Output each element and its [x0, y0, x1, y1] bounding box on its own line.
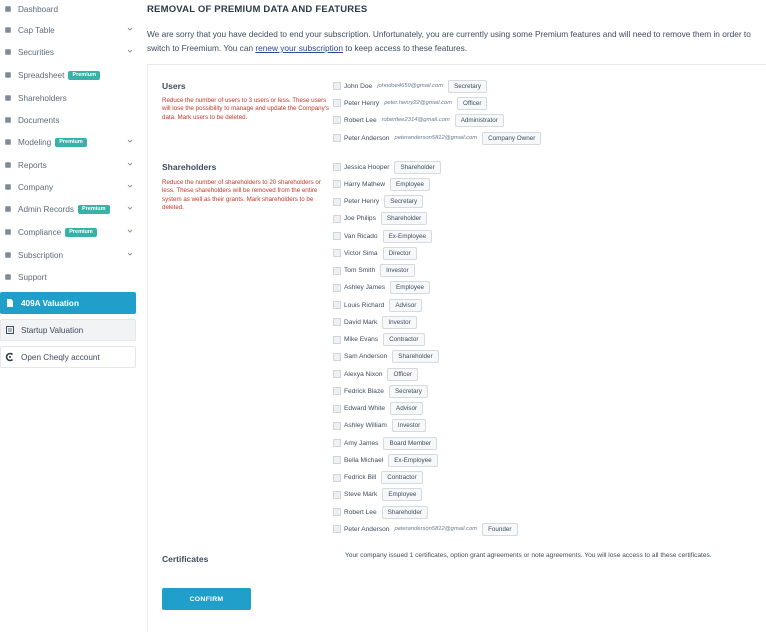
person-name: Ashley James: [344, 284, 386, 292]
sidebar-item-label: Spreadsheet: [18, 70, 65, 80]
list-item: [333, 522, 518, 536]
chevron-down-icon[interactable]: [126, 25, 134, 33]
role-badge: Employee: [390, 178, 430, 191]
role-badge: Contractor: [381, 471, 422, 484]
delete-checkbox[interactable]: [333, 353, 341, 361]
reports-icon: [3, 160, 13, 170]
list-item: [333, 453, 438, 467]
person-email: peter.henry22@gmail.com: [384, 100, 453, 106]
pie-chart-icon: [3, 25, 13, 35]
role-badge: Shareholder: [381, 212, 427, 225]
person-name: Harry Mathew: [344, 180, 386, 188]
list-item: [333, 471, 423, 485]
sidebar-item-label: Compliance: [18, 227, 62, 237]
list-item: [333, 436, 437, 450]
sidebar-item-admin-records[interactable]: [0, 200, 138, 218]
list-item: [333, 298, 422, 312]
list-item: [333, 419, 426, 433]
sidebar-item-securities[interactable]: [0, 43, 138, 61]
role-badge: Advisor: [390, 402, 423, 415]
delete-checkbox[interactable]: [333, 508, 341, 516]
sidebar-item-label: Securities: [18, 47, 54, 57]
sidebar-item-cap-table[interactable]: [0, 21, 138, 39]
list-item: [333, 113, 504, 127]
sidebar-item-dashboard[interactable]: [0, 0, 138, 18]
subscription-icon: [3, 250, 13, 260]
list-item: [333, 315, 417, 329]
sidebar-item-409a-valuation[interactable]: [0, 292, 136, 314]
chevron-down-icon[interactable]: [126, 250, 134, 258]
sidebar-item-subscription[interactable]: [0, 246, 138, 264]
chevron-down-icon[interactable]: [126, 204, 134, 212]
sidebar-item-support[interactable]: [0, 268, 138, 286]
person-name: Peter Henry: [344, 99, 380, 107]
person-email: peteranderson5812@gmail.com: [394, 135, 478, 141]
sidebar-item-label: Shareholders: [18, 93, 67, 103]
support-icon: [3, 272, 13, 282]
delete-checkbox[interactable]: [333, 284, 341, 292]
person-name: Bella Michael: [344, 456, 384, 464]
delete-checkbox[interactable]: [333, 387, 341, 395]
sidebar-item-label: Reports: [18, 160, 47, 170]
sidebar-item-label: Open Cheqly account: [21, 352, 100, 362]
delete-checkbox[interactable]: [333, 525, 341, 533]
delete-checkbox[interactable]: [333, 99, 341, 107]
person-email: robertlee2314@gmail.com: [381, 117, 450, 123]
role-badge: Contractor: [383, 333, 424, 346]
spreadsheet-icon: [3, 70, 13, 80]
users-section-title: Users: [162, 81, 186, 91]
person-name: Victor Sima: [344, 249, 378, 257]
sidebar: [0, 0, 138, 632]
compliance-icon: [3, 227, 13, 237]
person-name: Jessica Hooper: [344, 163, 390, 171]
sidebar-item-label: Startup Valuation: [21, 325, 84, 335]
list-item: [333, 350, 439, 364]
delete-checkbox[interactable]: [333, 439, 341, 447]
premium-badge: Premium: [68, 71, 100, 80]
role-badge: Secretary: [389, 385, 428, 398]
person-name: Steve Mark: [344, 491, 378, 499]
person-name: Mike Evans: [344, 336, 379, 343]
role-badge: Administrator: [455, 114, 504, 127]
person-name: Fedrick Bill: [344, 474, 377, 481]
dashboard-icon: [3, 4, 13, 14]
intro-text-end: to keep access to these features.: [343, 43, 468, 53]
person-name: Alexya Nixon: [344, 370, 383, 378]
delete-checkbox[interactable]: [333, 116, 341, 124]
chevron-down-icon[interactable]: [126, 137, 134, 145]
list-item: [333, 402, 423, 416]
delete-checkbox[interactable]: [333, 405, 341, 413]
delete-checkbox[interactable]: [333, 301, 341, 309]
sidebar-item-label: Company: [18, 182, 54, 192]
delete-checkbox[interactable]: [333, 180, 341, 188]
confirm-button[interactable]: CONFIRM: [162, 588, 251, 610]
modeling-icon: [3, 137, 13, 147]
person-name: Louis Richard: [344, 301, 385, 309]
role-badge: Founder: [482, 523, 517, 536]
list-item: [333, 488, 422, 502]
role-badge: Officer: [457, 97, 487, 110]
sidebar-item-label: Cap Table: [18, 25, 55, 35]
sidebar-item-label: Support: [18, 272, 47, 282]
premium-badge: Premium: [65, 228, 97, 237]
role-badge: Shareholder: [392, 350, 438, 363]
role-badge: Employee: [390, 281, 430, 294]
role-badge: Shareholder: [394, 161, 440, 174]
document-icon: [5, 325, 15, 335]
person-name: Peter Henry: [344, 198, 380, 205]
delete-checkbox[interactable]: [333, 491, 341, 499]
certificates-section-title: Certificates: [162, 554, 209, 564]
chevron-down-icon[interactable]: [126, 182, 134, 190]
cheqly-logo-icon: [5, 352, 15, 362]
delete-checkbox[interactable]: [333, 474, 341, 482]
role-badge: Board Member: [383, 437, 437, 450]
delete-checkbox[interactable]: [333, 336, 341, 344]
person-name: Van Ricado: [344, 232, 378, 240]
list-item: [333, 131, 541, 145]
list-item: [333, 367, 418, 381]
person-name: Peter Anderson: [344, 134, 390, 142]
documents-icon: [3, 115, 13, 125]
chevron-down-icon[interactable]: [126, 227, 134, 235]
role-badge: Advisor: [389, 299, 422, 312]
list-item: [333, 177, 430, 191]
list-item: [333, 212, 427, 226]
role-badge: Director: [383, 247, 417, 260]
delete-checkbox[interactable]: [333, 456, 341, 464]
person-name: Sam Anderson: [344, 353, 388, 361]
person-name: Amy James: [344, 439, 379, 447]
list-item: [333, 160, 441, 174]
sidebar-item-label: Admin Records: [18, 204, 74, 214]
role-badge: Secretary: [448, 80, 487, 93]
role-badge: Investor: [392, 419, 426, 432]
shareholders-icon: [3, 93, 13, 103]
person-name: Robert Lee: [344, 116, 377, 124]
renew-subscription-link[interactable]: renew your subscription: [255, 43, 343, 53]
chevron-down-icon[interactable]: [126, 47, 134, 55]
role-badge: Shareholder: [382, 506, 428, 519]
delete-checkbox[interactable]: [333, 198, 341, 206]
person-name: David Mark: [344, 318, 378, 326]
removal-panel: [147, 64, 766, 632]
person-email: johndoe4659@gmail.com: [377, 83, 444, 89]
delete-checkbox[interactable]: [333, 422, 341, 430]
role-badge: Investor: [382, 316, 416, 329]
person-name: Peter Anderson: [344, 525, 390, 533]
role-badge: Secretary: [384, 195, 423, 208]
delete-checkbox[interactable]: [333, 134, 341, 142]
list-item: [333, 96, 487, 110]
sidebar-item-label: 409A Valuation: [21, 298, 79, 308]
document-icon: [5, 298, 15, 308]
page-title: REMOVAL OF PREMIUM DATA AND FEATURES: [147, 4, 368, 15]
premium-badge: Premium: [55, 138, 87, 147]
delete-checkbox[interactable]: [333, 370, 341, 378]
sidebar-item-documents[interactable]: [0, 111, 138, 129]
sidebar-item-label: Documents: [18, 115, 60, 125]
list-item: [333, 384, 428, 398]
role-badge: Ex-Employee: [388, 454, 437, 467]
sidebar-item-label: Dashboard: [18, 4, 59, 14]
role-badge: Company Owner: [482, 132, 541, 145]
company-icon: [3, 182, 13, 192]
list-item: [333, 229, 432, 243]
sidebar-item-label: Modeling: [18, 137, 52, 147]
role-badge: Ex-Employee: [383, 230, 432, 243]
person-name: Robert Lee: [344, 508, 377, 516]
shareholders-section-description: Reduce the number of shareholders to 20 shareholders or less. These shareholders will be removed from the entire system as well as their grants. Mark shareholders to be deleted.: [162, 179, 321, 212]
sidebar-item-shareholders[interactable]: [0, 89, 138, 107]
delete-checkbox[interactable]: [333, 232, 341, 240]
delete-checkbox[interactable]: [333, 82, 341, 90]
person-name: John Doe: [344, 82, 373, 90]
person-email: peteranderson5812@gmail.com: [394, 526, 478, 533]
intro-text-start: We are sorry that you have decided to end your subscription. Unfortunately, you are currently using some Premium features and will need to remove them in order to switch to Freemium. You can: [147, 29, 751, 53]
role-badge: Officer: [387, 368, 417, 381]
person-name: Fedrick Blaze: [344, 387, 384, 395]
delete-checkbox[interactable]: [333, 249, 341, 257]
sidebar-item-company[interactable]: [0, 178, 138, 196]
list-item: [333, 79, 487, 93]
sidebar-item-modeling[interactable]: [0, 133, 138, 151]
sidebar-item-reports[interactable]: [0, 156, 138, 174]
delete-checkbox[interactable]: [333, 318, 341, 326]
securities-icon: [3, 47, 13, 57]
list-item: [333, 505, 428, 519]
sidebar-item-startup-valuation[interactable]: [0, 319, 136, 341]
person-name: Ashley William: [344, 422, 387, 430]
admin-records-icon: [3, 204, 13, 214]
premium-badge: Premium: [78, 205, 110, 214]
certificates-text: Your company issued 1 certificates, option grant agreements or note agreements. You will lose access to all these certificates.: [345, 552, 712, 559]
sidebar-item-label: Subscription: [18, 250, 64, 260]
shareholders-section-title: Shareholders: [162, 162, 217, 172]
intro-text: [147, 27, 759, 55]
delete-checkbox[interactable]: [333, 215, 341, 223]
delete-checkbox[interactable]: [333, 163, 341, 171]
list-item: [333, 246, 417, 260]
delete-checkbox[interactable]: [333, 267, 341, 275]
sidebar-item-spreadsheet[interactable]: [0, 66, 138, 84]
person-name: Edward White: [344, 405, 386, 412]
person-name: Tom Smith: [344, 267, 376, 274]
users-section-description: Reduce the number of users to 3 users or less. These users will lose the possibility to manage and update the Company's data. Mark users to be deleted.: [162, 97, 329, 121]
sidebar-item-compliance[interactable]: [0, 223, 138, 241]
role-badge: Employee: [382, 488, 422, 501]
list-item: [333, 264, 415, 278]
list-item: [333, 195, 423, 209]
list-item: [333, 281, 430, 295]
chevron-down-icon[interactable]: [126, 160, 134, 168]
list-item: [333, 333, 425, 347]
open-cheqly-account-button[interactable]: [0, 346, 136, 368]
role-badge: Investor: [380, 264, 414, 277]
person-name: Joe Philips: [344, 215, 376, 223]
